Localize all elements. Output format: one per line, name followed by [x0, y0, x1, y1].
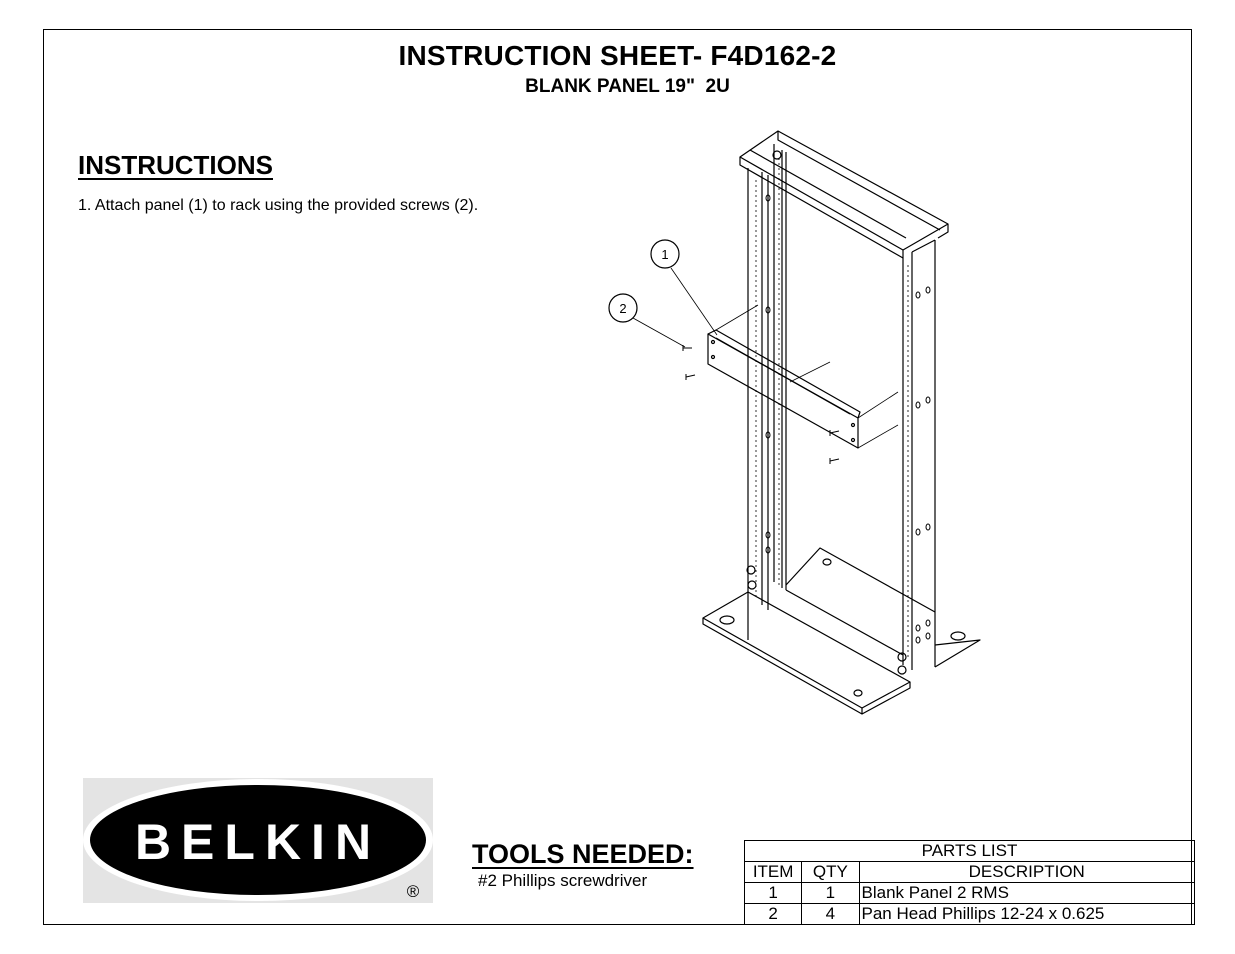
callout-1: 1	[661, 247, 669, 262]
table-row	[745, 883, 1195, 904]
callout-2: 2	[619, 301, 627, 316]
description-cell: Blank Panel 2 RMS	[859, 883, 1195, 904]
column-header-item: ITEM	[745, 862, 802, 883]
column-header-qty: QTY	[802, 862, 859, 883]
tools-item: #2 Phillips screwdriver	[478, 871, 648, 890]
qty-cell: 4	[802, 904, 859, 925]
qty-cell: 1	[802, 883, 859, 904]
instruction-step: 1. Attach panel (1) to rack using the provided screws (2).	[78, 197, 479, 214]
parts-list-header-row	[745, 862, 1195, 883]
page-title: INSTRUCTION SHEET- F4D162-2	[398, 40, 837, 71]
parts-list-title-row	[745, 841, 1195, 862]
description-cell: Pan Head Phillips 12-24 x 0.625	[859, 904, 1195, 925]
tools-heading: TOOLS NEEDED:	[472, 839, 694, 869]
rack-assembly-diagram	[595, 125, 995, 725]
column-header-description: DESCRIPTION	[859, 862, 1195, 883]
instructions-heading: INSTRUCTIONS	[78, 150, 273, 180]
item-cell: 1	[745, 883, 802, 904]
logo-wordmark: BELKIN	[134, 814, 382, 870]
belkin-logo	[83, 778, 433, 903]
item-cell: 2	[745, 904, 802, 925]
page-subtitle: BLANK PANEL 19" 2U	[525, 76, 730, 97]
parts-list-title: PARTS LIST	[745, 841, 1195, 862]
registered-mark: ®	[406, 882, 420, 901]
parts-list-table	[744, 840, 1195, 925]
table-row	[745, 904, 1195, 925]
